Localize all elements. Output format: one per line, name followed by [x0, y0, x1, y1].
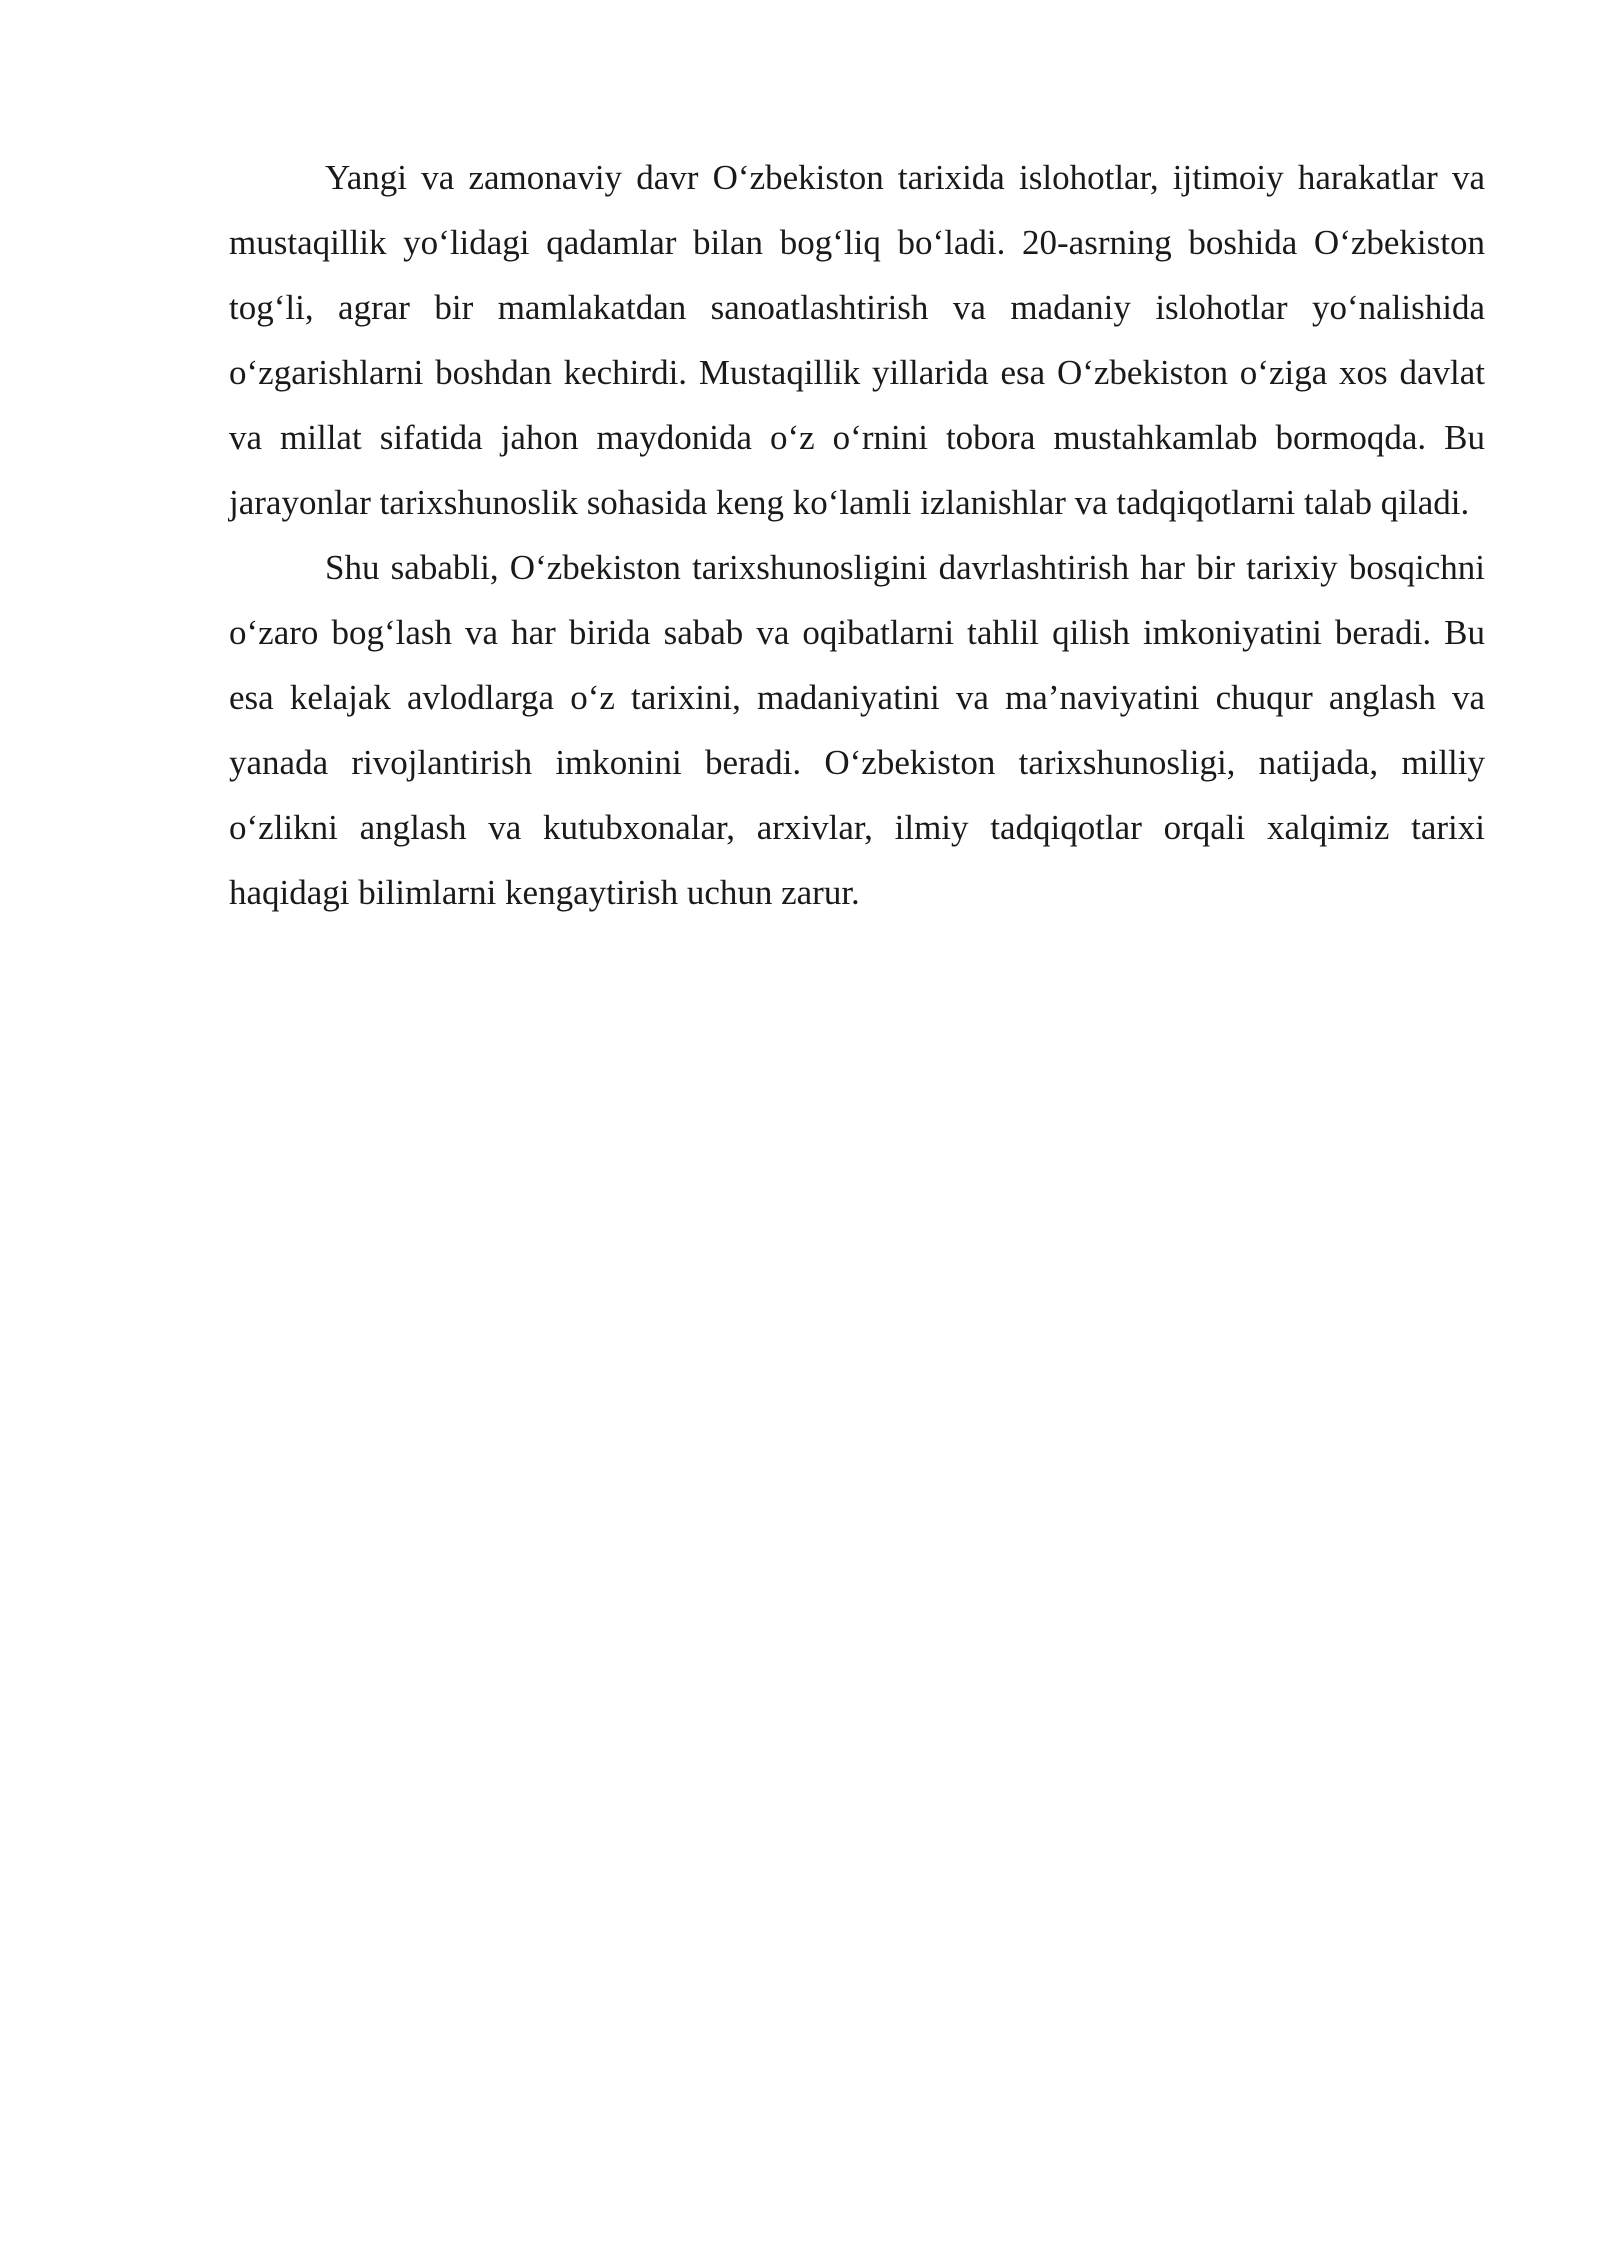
document-body [229, 145, 1485, 925]
paragraph-1: Yangi va zamonaviy davr O‘zbekiston tarixida islohotlar, ijtimoiy harakatlar va mustaqillik yo‘lidagi qadamlar bilan bog‘liq bo‘ladi. 20-asrning boshida O‘zbekiston tog‘li, agrar bir mamlakatdan sanoatlashtirish va madaniy islohotlar yo‘nalishida o‘zgarishlarni boshdan kechirdi. Mustaqillik yillarida esa O‘zbekiston o‘ziga xos davlat va millat sifatida jahon maydonida o‘z o‘rnini tobora mustahkamlab bormoqda. Bu jarayonlar tarixshunoslik sohasida keng ko‘lamli izlanishlar va tadqiqotlarni talab qiladi. [229, 158, 1485, 522]
paragraph-2: Shu sababli, O‘zbekiston tarixshunosligini davrlashtirish har bir tarixiy bosqichni o‘zaro bog‘lash va har birida sabab va oqibatlarni tahlil qilish imkoniyatini beradi. Bu esa kelajak avlodlarga o‘z tarixini, madaniyatini va ma’naviyatini chuqur anglash va yanada rivojlantirish imkonini beradi. O‘zbekiston tarixshunosligi, natijada, milliy o‘zlikni anglash va kutubxonalar, arxivlar, ilmiy tadqiqotlar orqali xalqimiz tarixi haqidagi bilimlarni kengaytirish uchun zarur. [229, 548, 1485, 912]
